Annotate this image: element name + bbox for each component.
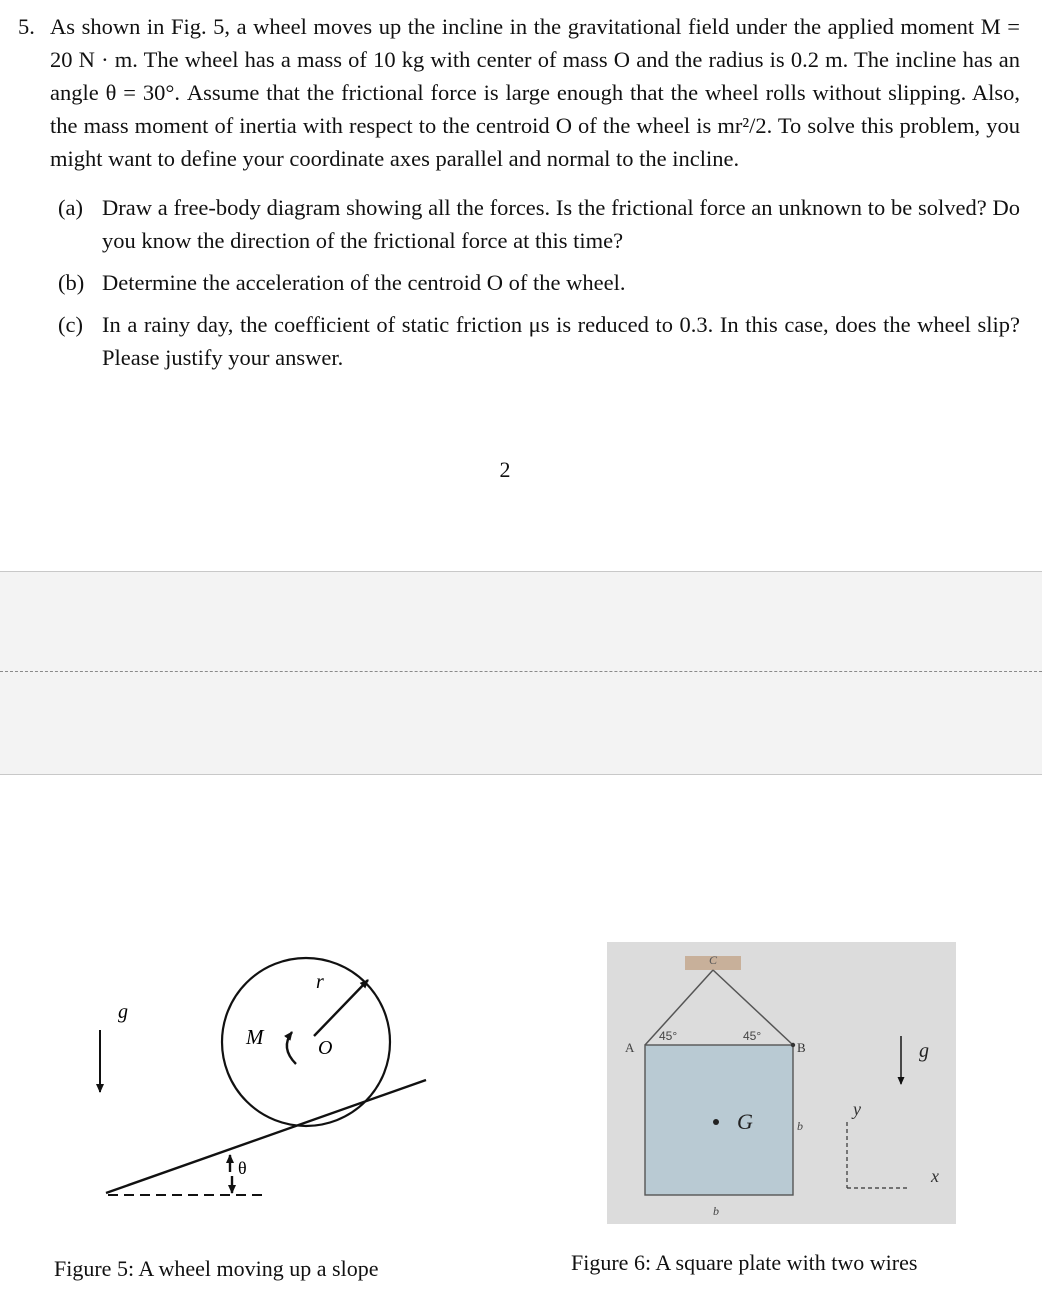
support-c-label: C: [709, 953, 718, 967]
moment-label: M: [246, 1025, 264, 1049]
figure-6-caption: Figure 6: A square plate with two wires: [571, 1250, 918, 1275]
problem-number: 5.: [18, 14, 35, 39]
angle-left-label: 45°: [659, 1029, 678, 1043]
gravity-label: g: [118, 1001, 128, 1023]
part-b-text: Determine the acceleration of the centroid O of the wheel.: [102, 270, 626, 295]
part-a-label: (a): [58, 195, 83, 220]
point-b-label: B: [797, 1040, 806, 1055]
problem-5: [18, 10, 1020, 383]
part-b-label: (b): [58, 270, 85, 295]
moment-arc: [287, 1032, 296, 1064]
point-a-label: A: [625, 1040, 635, 1055]
center-label: O: [318, 1037, 333, 1059]
point-b-dot: [791, 1043, 795, 1047]
side-right-label: b: [797, 1119, 803, 1133]
page-break-dashed-line: [0, 671, 1042, 672]
centroid-label: G: [737, 1109, 753, 1134]
part-c-label: (c): [58, 312, 83, 337]
incline-surface: [106, 1080, 426, 1193]
centroid-dot: [713, 1119, 719, 1125]
angle-right-label: 45°: [743, 1029, 762, 1043]
side-bottom-label: b: [713, 1204, 719, 1218]
x-axis-label: x: [931, 1166, 939, 1186]
angle-label: θ: [238, 1158, 247, 1178]
gravity-label-6: g: [919, 1040, 929, 1062]
y-axis-label: y: [853, 1099, 861, 1119]
page-break-band: [0, 571, 1042, 775]
part-a: [58, 191, 1020, 257]
part-c: [58, 308, 1020, 374]
figure-5-diagram: [80, 950, 450, 1210]
problem-statement: As shown in Fig. 5, a wheel moves up the incline in the gravitational field under the applied moment M = 20 N · m. The wheel has a mass of 10 kg with center of mass O and the radius is 0.2 m. The incline has an angle θ = 30°. Assume that the frictional force is large enough that the wheel rolls without slipping. Also, the mass moment of inertia with respect to the centroid O of the wheel is mr²/2. To solve this problem, you might want to define your coordinate axes parallel and normal to the incline.: [50, 14, 1020, 171]
radius-label: r: [316, 971, 324, 993]
problem-parts: [18, 191, 1020, 374]
part-c-text: In a rainy day, the coefficient of static friction μs is reduced to 0.3. In this case, does the wheel slip? Please justify your answer.: [102, 312, 1020, 370]
square-plate: [645, 1045, 793, 1195]
page-number: 2: [499, 457, 511, 482]
figure-5-caption: Figure 5: A wheel moving up a slope: [54, 1256, 379, 1281]
figure-6-diagram: [607, 942, 956, 1224]
part-a-text: Draw a free-body diagram showing all the forces. Is the frictional force an unknown to be solved? Do you know the direction of the frictional force at this time?: [102, 195, 1020, 253]
part-b: [58, 266, 1020, 299]
